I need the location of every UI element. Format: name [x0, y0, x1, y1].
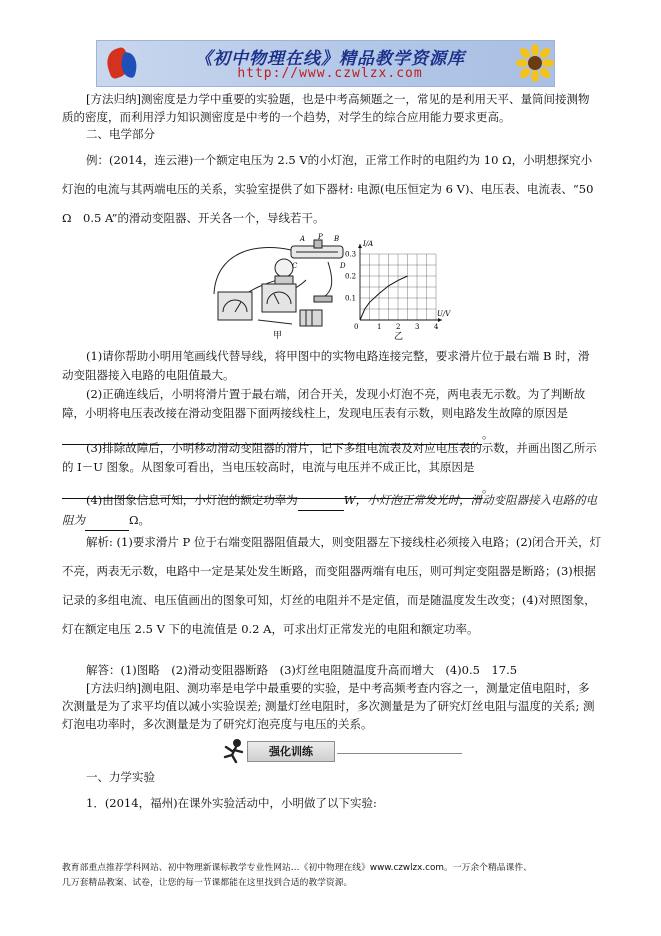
x-axis-arrow — [438, 318, 442, 322]
x-tick-label: 3 — [415, 323, 420, 331]
figure-label-yi: 乙 — [394, 332, 404, 342]
method-summary-density: [方法归纳]测密度是力学中重要的实验题，也是中考高频题之一，常见的是利用天平、量筒间接测物质的密度，而利用浮力知识测密度是中考的一个趋势，对学生的综合应用能力要求更高。 — [62, 92, 590, 124]
sunflower-icon — [517, 45, 553, 81]
answer-blank-power[interactable] — [298, 491, 344, 511]
chart-axes — [358, 244, 442, 322]
lamp-icon — [275, 259, 293, 284]
y-tick-label: 0.2 — [345, 272, 357, 281]
x-tick-label: 4 — [434, 323, 439, 331]
header-banner — [96, 40, 555, 87]
chart-grid — [360, 254, 436, 320]
section-heading-mechanics: 一、力学实验 — [86, 770, 155, 784]
analysis-text: 解析: (1)要求滑片 P 位于右端变阻器阻值最大，则变阻器左下接线柱必须接入电路；(2)闭合开关，灯不亮，两表无示数，电路中一定是某处发生断路，而变阻器两端有电压，则可判定变阻器是断路；(3)根据记录的多组电流、电压值画出的图象可知，灯丝的电阻并不是定值，而是随温度发生改变；(4)对照图象，灯在额定电压 2.5 V 下的电流值是 0.2 A，可求出灯正常发光的电阻和额定功率。 — [62, 535, 602, 636]
x-tick-label: 2 — [396, 323, 401, 331]
iu-chart-yi — [344, 238, 451, 342]
terminal-d-label: D — [340, 262, 346, 270]
training-badge-label: 强化训练 — [247, 741, 335, 762]
runner-icon — [221, 738, 249, 764]
question-3 — [62, 439, 600, 499]
section-heading-electric: 二、电学部分 — [86, 127, 155, 141]
y-axis-label: I/A — [363, 240, 374, 248]
x-axis-label: U/V — [437, 310, 451, 318]
question-1: (1)请你帮助小明用笔画线代替导线，将甲图中的实物电路连接完整，要求滑片位于最右端 B 时，滑动变阻器接入电路的电阻值最大。 — [62, 349, 590, 382]
battery-icon — [300, 310, 322, 326]
question-4-part-a: (4)由图象信息可知，小灯泡的额定功率为 — [86, 493, 298, 507]
chart-ticks — [345, 251, 439, 332]
banner-title: 《初中物理在线》精品教学资源库 — [195, 49, 465, 69]
terminal-a-label: A — [300, 235, 306, 243]
footer-line-2: 几万套精品教案、试卷，让您的每一节课都能在这里找到合适的教学资源。 — [62, 878, 353, 888]
question-4-part-c: Ω。 — [129, 513, 151, 527]
question-3-text: (3)排除故障后，小明移动滑动变阻器的滑片，记下多组电流表及对应电压表的示数，并画出图乙所示的 I－U 图象。从图象可看出，当电压较高时，电流与电压并不成正比，其原因是 — [62, 441, 597, 474]
slider-p-label: P — [318, 233, 323, 241]
period-q2: 。 — [482, 427, 494, 441]
badge-divider — [337, 753, 462, 754]
footer-line-1: 教育部重点推荐学科网站、初中物理新课标教学专业性网站…《初中物理在线》www.czwlzx.com。一万余个精品课件、 — [62, 863, 532, 873]
ammeter-icon — [218, 292, 252, 320]
x-tick-label: 1 — [377, 323, 382, 331]
question-4 — [62, 491, 600, 531]
question-4-part-b: W，小灯泡正常发光时，滑动变阻器接入电路的电阻为 — [62, 493, 598, 527]
question-2-text: (2)正确连线后，小明将滑片置于最右端，闭合开关，发现小灯泡不亮，两电表无示数。为了判断故障，小明将电压表改接在滑动变阻器下面两接线柱上，发现电压表有示数，则电路发生故障的原因是 — [62, 387, 586, 420]
next-question: 1．(2014，福州)在课外实验活动中，小明做了以下实验: — [86, 796, 377, 810]
origin-label: 0 — [354, 323, 359, 331]
circuit-figure-jia — [196, 232, 348, 340]
question-2 — [62, 385, 600, 445]
method-summary-electric: [方法归纳]测电阻、测功率是电学中最重要的实验，是中考高频考查内容之一，测量定值电阻时，多次测量是为了求平均值以减小实验误差; 测量灯丝电阻时，多次测量是为了研究灯丝电阻与温度的关系; 测灯泡电功率时，多次测量是为了研究灯泡亮度与电压的关系。 — [62, 681, 595, 731]
y-tick-label: 0.1 — [345, 294, 357, 303]
figure-label-jia: 甲 — [273, 331, 283, 341]
terminal-b-label: B — [334, 235, 340, 243]
y-axis-arrow — [358, 244, 362, 248]
example-problem-text: 例：(2014，连云港)一个额定电压为 2.5 V的小灯泡，正常工作时的电阻约为 10 Ω，小明想探究小灯泡的电流与其两端电压的关系，实验室提供了如下器材: 电源(电压恒定为 6 V)、电压表、电流表、“50 Ω 0.5 A”的滑动变阻器、开关各一个，导线若干。 — [62, 153, 594, 225]
terminal-c-label: C — [292, 262, 298, 270]
voltmeter-icon — [262, 284, 296, 312]
period-q3: 。 — [482, 481, 494, 495]
answer-text: 解答：(1)图略 (2)滑动变阻器断路 (3)灯丝电阻随温度升高而增大 (4)0.5 17.5 — [86, 663, 518, 677]
page-footer — [62, 861, 602, 891]
switch-icon — [314, 296, 332, 302]
banner-url[interactable]: http://www.czwlzx.com — [237, 66, 423, 81]
training-badge — [215, 738, 337, 764]
y-tick-label: 0.3 — [345, 250, 357, 259]
